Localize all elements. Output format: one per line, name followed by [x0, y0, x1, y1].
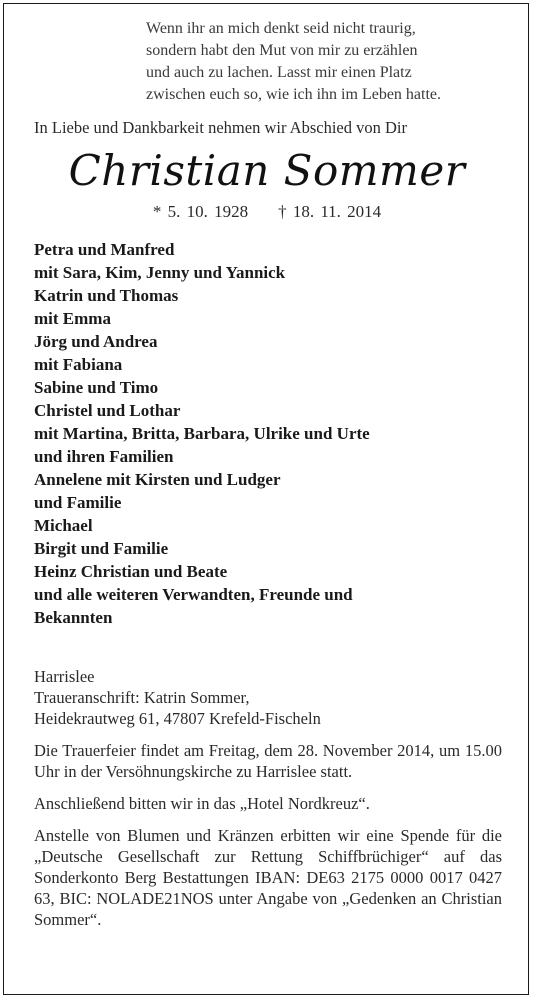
- birth-date: * 5. 10. 1928: [152, 202, 249, 221]
- mourner-line: Heinz Christian und Beate: [34, 562, 228, 581]
- mourner-group: [34, 583, 514, 629]
- mourner-line: und ihren Familien: [34, 447, 174, 466]
- donation-info: Anstelle von Blumen und Kränzen erbitten wir eine Spende für die „Deutsche Gesellschaft zur Rettung Schiffbrüchiger“ auf das Sonderkonto Berg Bestattungen IBAN: DE63 2175 0000 0017 0427 63, BIC: NOLADE21NOS unter Angabe von „Gedenken an Christian Sommer“.: [34, 826, 502, 929]
- mourner-group: [34, 537, 514, 560]
- obituary-notice: [3, 3, 529, 995]
- reception-info: Anschließend bitten wir in das „Hotel Nordkreuz“.: [34, 794, 370, 813]
- mourner-line: mit Martina, Britta, Barbara, Ulrike und Urte: [34, 424, 370, 443]
- mourner-line: und alle weiteren Verwandten, Freunde und: [34, 585, 353, 604]
- mourner-line: Annelene mit Kirsten und Ludger: [34, 470, 281, 489]
- life-dates: [4, 202, 530, 222]
- mourners-list: [34, 238, 514, 629]
- poem-line: sondern habt den Mut von mir zu erzählen: [146, 42, 418, 59]
- mourner-group: [34, 376, 514, 399]
- mourner-line: mit Fabiana: [34, 355, 123, 374]
- memorial-poem: [146, 18, 506, 106]
- mourner-group: [34, 514, 514, 537]
- poem-line: und auch zu lachen. Lasst mir einen Platz: [146, 64, 412, 81]
- place: Harrislee: [34, 667, 95, 686]
- funeral-info: Die Trauerfeier findet am Freitag, dem 28. November 2014, um 15.00 Uhr in der Versöhnungskirche zu Harrislee statt.: [34, 741, 502, 781]
- mourner-group: [34, 330, 514, 376]
- address-block: [34, 666, 502, 729]
- mourner-line: Sabine und Timo: [34, 378, 159, 397]
- contact-line: Traueranschrift: Katrin Sommer,: [34, 688, 250, 707]
- mourner-line: und Familie: [34, 493, 122, 512]
- notice-details: [34, 666, 502, 941]
- street-line: Heidekrautweg 61, 47807 Krefeld-Fischeln: [34, 709, 321, 728]
- mourner-line: Bekannten: [34, 608, 113, 627]
- death-date: † 18. 11. 2014: [278, 202, 382, 221]
- mourner-line: Michael: [34, 516, 93, 535]
- mourner-line: Katrin und Thomas: [34, 286, 179, 305]
- mourner-group: [34, 284, 514, 330]
- mourner-line: Petra und Manfred: [34, 240, 175, 259]
- poem-line: zwischen euch so, wie ich ihn im Leben hatte.: [146, 86, 442, 103]
- mourner-line: mit Emma: [34, 309, 111, 328]
- deceased-name: Christian Sommer: [68, 146, 466, 195]
- farewell-line: In Liebe und Dankbarkeit nehmen wir Abschied von Dir: [34, 118, 407, 137]
- mourner-group: [34, 238, 514, 284]
- mourner-group: [34, 399, 514, 468]
- mourner-group: [34, 560, 514, 583]
- mourner-line: Birgit und Familie: [34, 539, 169, 558]
- mourner-line: Christel und Lothar: [34, 401, 181, 420]
- mourner-line: mit Sara, Kim, Jenny und Yannick: [34, 263, 286, 282]
- poem-line: Wenn ihr an mich denkt seid nicht traurig,: [146, 20, 416, 37]
- mourner-line: Jörg und Andrea: [34, 332, 158, 351]
- mourner-group: [34, 468, 514, 514]
